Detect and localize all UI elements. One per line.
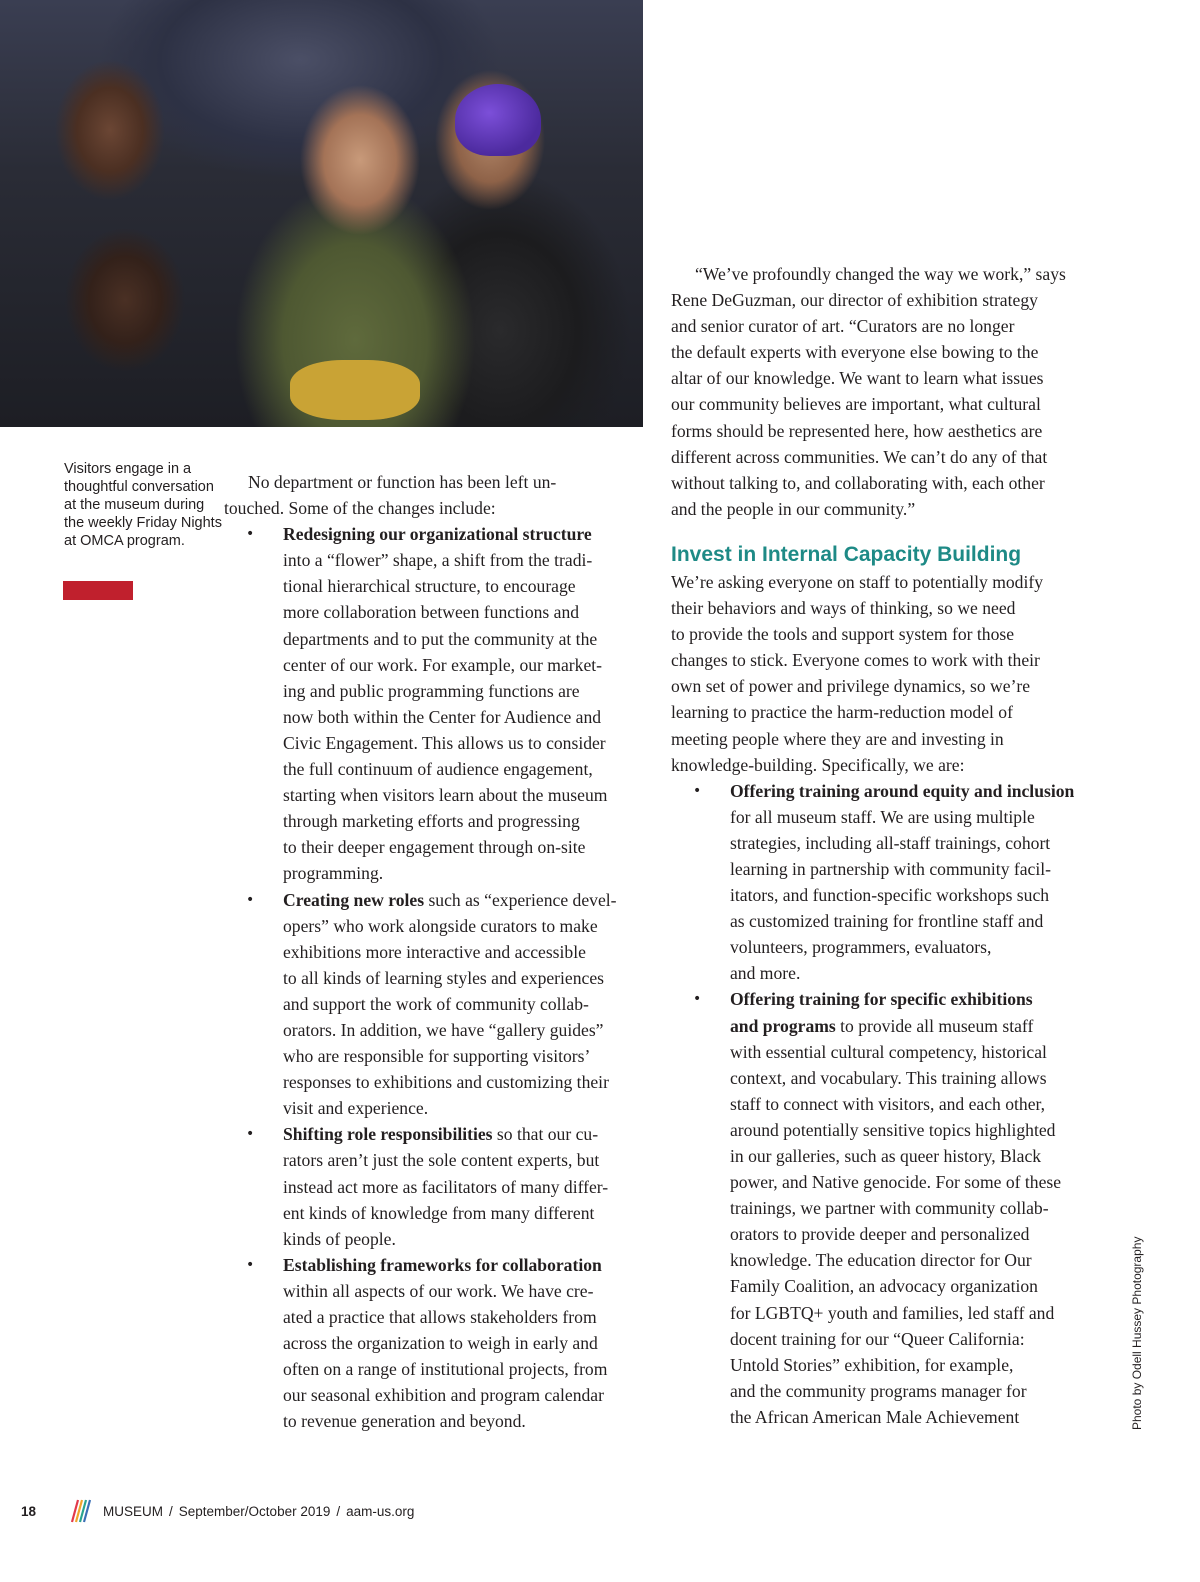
site-link[interactable]: aam-us.org bbox=[346, 1503, 415, 1519]
issue-date: September/October 2019 bbox=[178, 1503, 331, 1519]
page-footer bbox=[21, 1499, 414, 1523]
museum-logo-icon bbox=[69, 1498, 93, 1524]
item-lead: Redesigning our organizational structure bbox=[283, 524, 592, 545]
photo-detail bbox=[290, 360, 420, 420]
section-heading: Invest in Internal Capacity Building bbox=[671, 542, 1022, 566]
bullet-icon: • bbox=[246, 526, 255, 543]
list-item: • Offering training around equity and inclusion for all museum staff. We are using multiple strategies, including all-staff trainings, cohort learning in partnership with community facil- itators, and function-specific workshops such as customized training for frontline staff and volunteers, programmers, evaluators, and more. bbox=[671, 778, 1101, 987]
item-lead: Creating new roles bbox=[283, 889, 425, 910]
list-item: • Redesigning our organizational structure into a “flower” shape, a shift from the tradi- tional hierarchical structure, to encourage more collaboration between functions and departments and to put the community at the center of our work. For example, our market- ing and public programming functions are now both within the Center for Audience and Civic Engagement. This allows us to consider the full continuum of audience engagement, starting when visitors learn about the museum through marketing efforts and progressing to their deeper engagement through on-site programming. bbox=[224, 521, 654, 886]
list-item: • Creating new roles such as “experience devel- opers” who work alongside curators to make exhibitions more interactive and accessible to all kinds of learning styles and experiences and support the work of community collab- orators. In addition, we have “gallery guides” who are responsible for supporting visitors’ responses to exhibitions and customizing their visit and experience. bbox=[224, 887, 654, 1122]
list-item: • Shifting role responsibilities so that our cu- rators aren’t just the sole content experts, but instead act more as facilitators of many differ- ent kinds of knowledge from many different kinds of people. bbox=[224, 1121, 654, 1251]
intro-paragraph bbox=[224, 469, 654, 521]
text-line: No department or function has been left un- bbox=[248, 472, 557, 492]
page-number: 18 bbox=[21, 1503, 37, 1519]
item-lead: Offering training for specific exhibitions bbox=[730, 989, 1033, 1010]
quote-paragraph: “We’ve profoundly changed the way we work,” says Rene DeGuzman, our director of exhibition strategy and senior curator of art. “Curators are no longer the default experts with everyone else bowing to the altar of our knowledge. We want to learn what issues our community believes are important, what cultural forms should be represented here, how aesthetics are different across communities. We can’t do any of that without talking to, and collaborating with, each other and the people in our community.” bbox=[671, 264, 1066, 519]
bullet-icon: • bbox=[693, 991, 702, 1008]
bullet-icon: • bbox=[246, 1256, 255, 1273]
left-column bbox=[224, 469, 654, 1434]
item-lead: Shifting role responsibilities bbox=[283, 1124, 493, 1145]
right-column bbox=[671, 261, 1101, 1430]
footer-separator: / bbox=[169, 1503, 173, 1519]
list-item: • Offering training for specific exhibitions and programs to provide all museum staff with essential cultural competency, historical context, and vocabulary. This training allows staff to connect with visitors, and each other, around potentially sensitive topics highlighted in our galleries, such as queer history, Black power, and Native genocide. For some of these trainings, we partner with community collab- orators to provide deeper and personalized knowledge. The education director for Our Family Coalition, an advocacy organization for LGBTQ+ youth and families, led staff and docent training for our “Queer California: Untold Stories” exhibition, for example, and the community programs manager for the African American Male Achievement bbox=[671, 986, 1101, 1430]
item-lead: Offering training around equity and inclusion bbox=[730, 780, 1075, 801]
photo-caption: Visitors engage in a thoughtful conversation at the museum during the weekly Friday Nights at OMCA program. bbox=[64, 461, 222, 549]
training-list bbox=[671, 778, 1101, 1430]
photo-detail bbox=[455, 84, 541, 156]
item-lead: Establishing frameworks for collaboration bbox=[283, 1254, 602, 1275]
footer-separator: / bbox=[336, 1503, 341, 1519]
text-line: touched. Some of the changes include: bbox=[224, 498, 496, 519]
photo-credit: Photo by Odell Hussey Photography bbox=[1130, 1236, 1144, 1430]
changes-list bbox=[224, 521, 654, 1434]
bullet-icon: • bbox=[246, 891, 255, 908]
feature-photo bbox=[0, 0, 643, 427]
caption-accent-bar bbox=[63, 581, 133, 600]
body-paragraph: We’re asking everyone on staff to potentially modify their behaviors and ways of thinking, so we need to provide the tools and support system for those changes to stick. Everyone comes to work with their own set of power and privilege dynamics, so we’re learning to practice the harm-reduction model of meeting people where they are and investing in knowledge-building. Specifically, we are: bbox=[671, 571, 1044, 775]
bullet-icon: • bbox=[693, 782, 702, 799]
magazine-name: MUSEUM bbox=[103, 1503, 163, 1519]
bullet-icon: • bbox=[246, 1126, 255, 1143]
list-item: • Establishing frameworks for collaboration within all aspects of our work. We have cre- ated a practice that allows stakeholders from across the organization to weigh in early and often on a range of institutional projects, from our seasonal exhibition and program calendar to revenue generation and beyond. bbox=[224, 1252, 654, 1435]
